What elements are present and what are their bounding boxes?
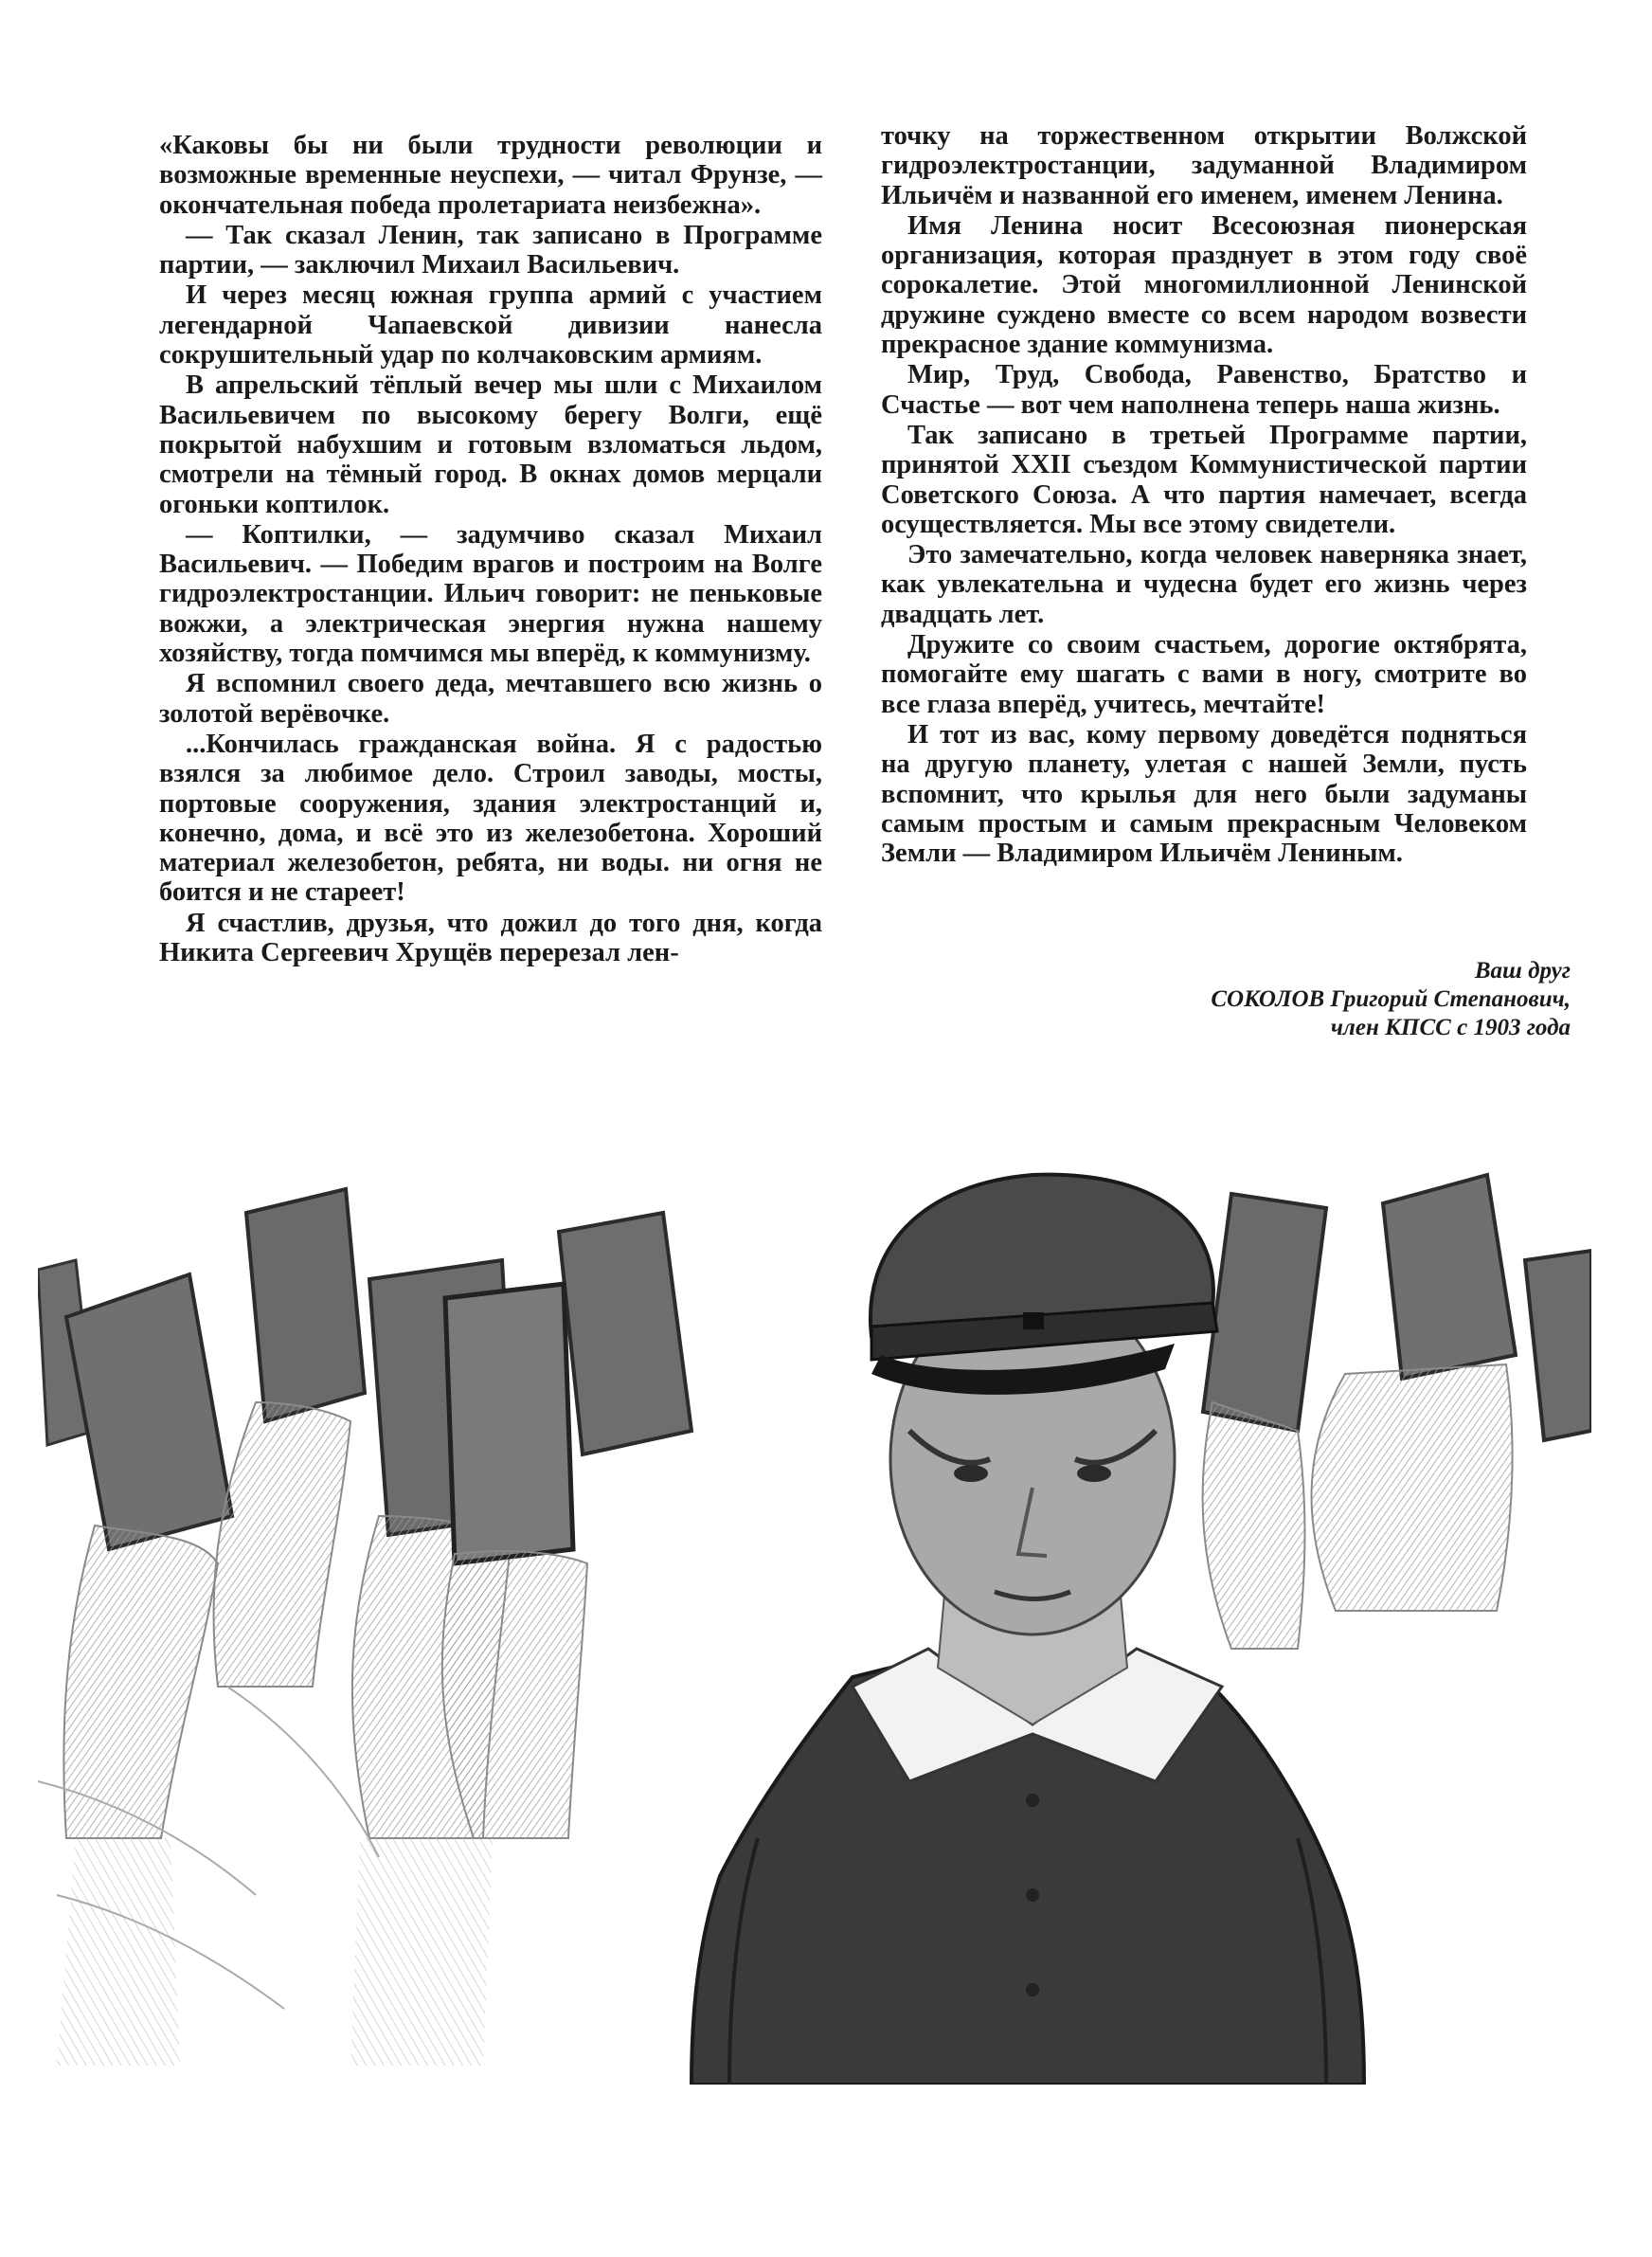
left-paragraph-7: ...Кончилась гражданская война. Я с радостью взялся за любимое дело. Строил заводы, мосты, портовые сооружения, здания электростанций и, конечно, дома, и всё это из железобетона. Хороший материал железобетон, ребята, ни воды. ни огня не боится и не стареет! <box>159 729 822 908</box>
left-paragraph-8: Я счастлив, друзья, что дожил до того дня, когда Никита Сергеевич Хрущёв перерезал лен- <box>159 908 822 968</box>
left-text-column <box>159 131 822 968</box>
right-text-column <box>881 121 1527 869</box>
right-paragraph-1: точку на торжественном открытии Волжской гидроэлектростанции, задуманной Владимиром Ильичём и названной его именем, именем Ленина. <box>881 121 1527 210</box>
signature-block <box>1042 957 1571 1042</box>
right-paragraph-6: Дружите со своим счастьем, дорогие октябрята, помогайте ему шагать с вами в ногу, смотрите во все глаза вперёд, учитесь, мечтайте! <box>881 630 1527 719</box>
signature-membership: член КПСС с 1903 года <box>1330 1015 1571 1040</box>
left-paragraph-5: — Коптилки, — задумчиво сказал Михаил Васильевич. — Победим врагов и построим на Волге гидроэлектростанции. Ильич говорит: не пеньковые вожжи, а электрическая энергия нужна нашему хозяйству, тогда помчимся мы вперёд, к коммунизму. <box>159 519 822 669</box>
raised-hand-center-left <box>442 1213 691 1838</box>
left-paragraph-6: Я вспомнил своего деда, мечтавшего всю жизнь о золотой верёвочке. <box>159 669 822 729</box>
illustration-pioneer-with-raised-party-cards <box>38 1118 1591 2085</box>
raised-hand-left-1 <box>57 1274 232 2066</box>
raised-hand-left-2 <box>214 1189 365 1687</box>
raised-hand-right-3 <box>1525 1251 1591 1440</box>
right-paragraph-5: Это замечательно, когда человек наверняка знает, как увлекательна и чудесна будет его жизнь через двадцать лет. <box>881 540 1527 629</box>
raised-hand-right-1 <box>1203 1194 1326 1649</box>
left-paragraph-2: — Так сказал Ленин, так записано в Программе партии, — заключил Михаил Васильевич. <box>159 220 822 280</box>
right-paragraph-3: Мир, Труд, Свобода, Равенство, Братство и Счастье — вот чем наполнена теперь наша жизнь. <box>881 360 1527 420</box>
right-paragraph-7: И тот из вас, кому первому доведётся подняться на другую планету, улетая с нашей Земли, пусть вспомнит, что крылья для него были задуманы самым простым и самым прекрасным Человеком Земли — Владимиром Ильичём Лениным. <box>881 719 1527 869</box>
left-paragraph-1: «Каковы бы ни были трудности революции и возможные временные неуспехи, — читал Фрунзе, — окончательная победа пролетариата неизбежна». <box>159 131 822 220</box>
left-paragraph-4: В апрельский тёплый вечер мы шли с Михаилом Васильевичем по высокому берегу Волги, ещё покрытой набухшим и готовым взломаться льдом, смотрели на тёмный город. В окнах домов мерцали огоньки коптилок. <box>159 370 822 519</box>
left-paragraph-3: И через месяц южная группа армий с участием легендарной Чапаевской дивизии нанесла сокрушительный удар по колчаковским армиям. <box>159 280 822 370</box>
raised-hand-right-2 <box>1312 1175 1516 1611</box>
right-paragraph-4: Так записано в третьей Программе партии, принятой XXII съездом Коммунистической партии Советского Союза. А что партия намечает, всегда осуществляется. Мы все этому свидетели. <box>881 420 1527 539</box>
signature-name: СОКОЛОВ Григорий Степанович, <box>1211 986 1571 1012</box>
right-paragraph-2: Имя Ленина носит Всесоюзная пионерская организация, которая празднует в этом году своё сорокалетие. Этой многомиллионной Ленинской дружине суждено вместе со всем народом возвести прекрасное здание коммунизма. <box>881 210 1527 360</box>
signature-greeting: Ваш друг <box>1474 958 1571 984</box>
